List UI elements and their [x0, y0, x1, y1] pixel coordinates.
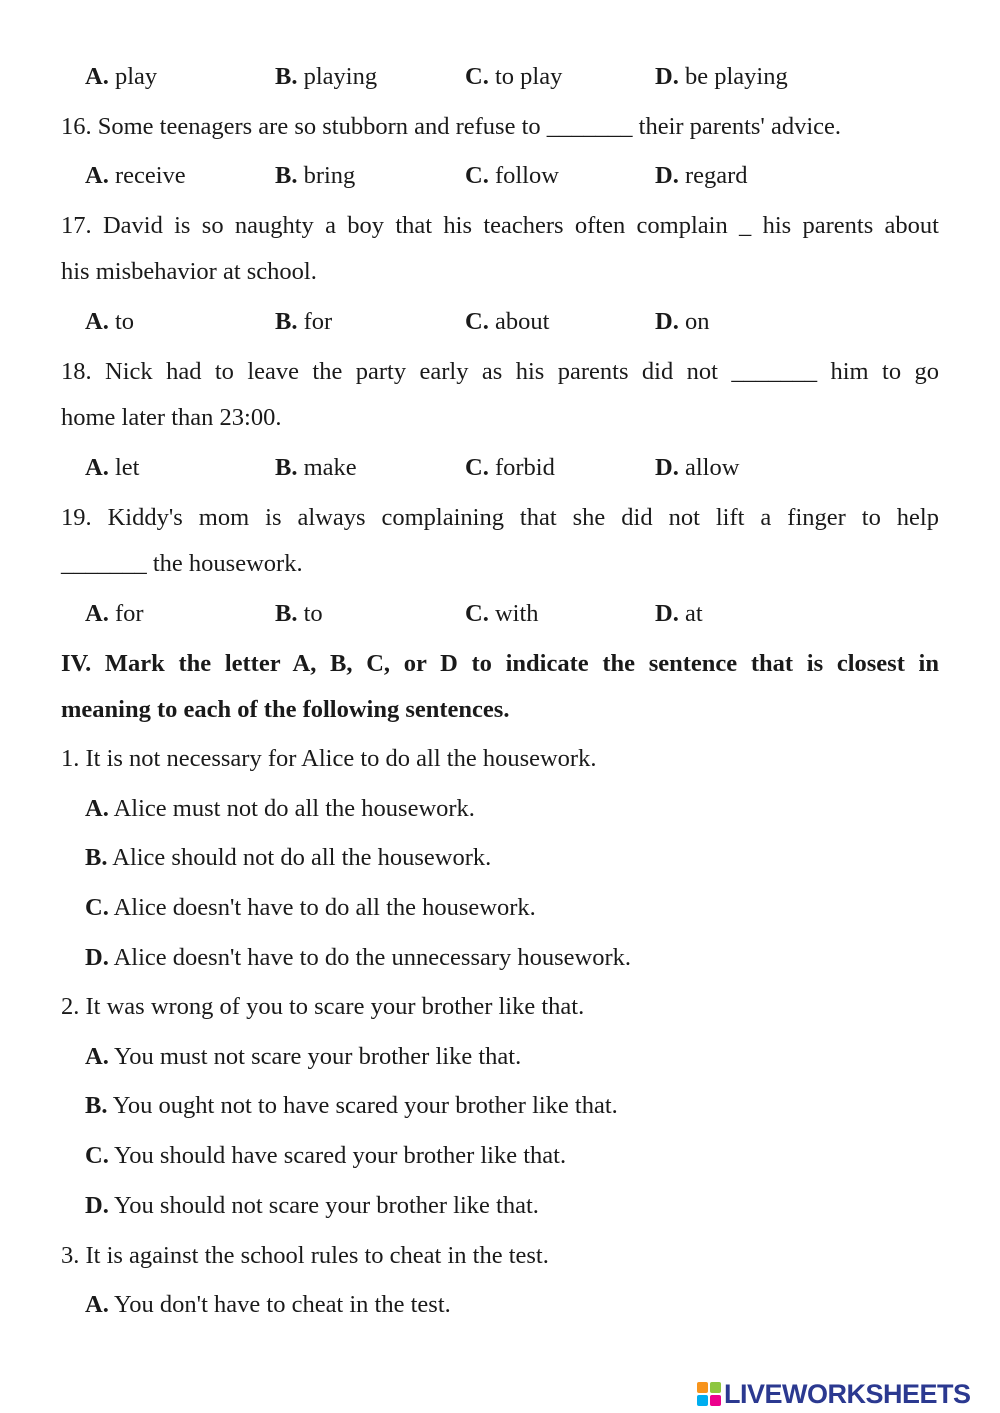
q19-question-line1: 19. Kiddy's mom is always complaining that she did not lift a finger to help — [61, 504, 939, 531]
s2-option-a[interactable]: A. You must not scare your brother like that. — [85, 1043, 522, 1070]
s3-question: 3. It is against the school rules to cheat in the test. — [61, 1242, 549, 1269]
q16-option-a[interactable]: A. receive — [85, 162, 186, 189]
q17-option-a[interactable]: A. to — [85, 308, 135, 335]
q16-option-d[interactable]: D. regard — [655, 162, 748, 189]
section-iv-heading-line2: meaning to each of the following sentences. — [61, 696, 510, 723]
q18-option-b[interactable]: B. make — [275, 454, 357, 481]
section-iv-heading-line1: IV. Mark the letter A, B, C, or D to indicate the sentence that is closest in — [61, 650, 939, 677]
s2-question: 2. It was wrong of you to scare your brother like that. — [61, 993, 585, 1020]
q17-question-line1: 17. David is so naughty a boy that his teachers often complain _ his parents about — [61, 212, 939, 239]
q15-option-b[interactable]: B. playing — [275, 63, 378, 90]
q19-question-line2: _______ the housework. — [61, 550, 303, 577]
mark-square-2 — [710, 1382, 721, 1393]
q18-option-d[interactable]: D. allow — [655, 454, 740, 481]
q17-question-line2: his misbehavior at school. — [61, 258, 317, 285]
q19-option-c[interactable]: C. with — [465, 600, 539, 627]
s1-option-c[interactable]: C. Alice doesn't have to do all the housework. — [85, 894, 536, 921]
q18-option-c[interactable]: C. forbid — [465, 454, 555, 481]
q15-option-c[interactable]: C. to play — [465, 63, 563, 90]
liveworksheets-mark-icon — [697, 1382, 721, 1406]
q16-option-b[interactable]: B. bring — [275, 162, 356, 189]
s3-option-a[interactable]: A. You don't have to cheat in the test. — [85, 1291, 451, 1318]
s2-option-b[interactable]: B. You ought not to have scared your brother like that. — [85, 1092, 618, 1119]
q19-option-a[interactable]: A. for — [85, 600, 144, 627]
q19-option-d[interactable]: D. at — [655, 600, 703, 627]
mark-square-1 — [697, 1382, 708, 1393]
q19-option-b[interactable]: B. to — [275, 600, 323, 627]
q18-question-line2: home later than 23:00. — [61, 404, 282, 431]
s1-question: 1. It is not necessary for Alice to do all the housework. — [61, 745, 597, 772]
q17-option-c[interactable]: C. about — [465, 308, 550, 335]
s2-option-d[interactable]: D. You should not scare your brother like that. — [85, 1192, 539, 1219]
s1-option-d[interactable]: D. Alice doesn't have to do the unnecessary housework. — [85, 944, 632, 971]
s1-option-b[interactable]: B. Alice should not do all the housework. — [85, 844, 492, 871]
liveworksheets-logo-text: LIVEWORKSHEETS — [724, 1378, 971, 1409]
q15-option-d[interactable]: D. be playing — [655, 63, 788, 90]
q17-option-b[interactable]: B. for — [275, 308, 333, 335]
q15-option-a[interactable]: A. play — [85, 63, 158, 90]
q18-question-line1: 18. Nick had to leave the party early as his parents did not _______ him to go — [61, 358, 939, 385]
q16-option-c[interactable]: C. follow — [465, 162, 559, 189]
mark-square-4 — [710, 1395, 721, 1406]
mark-square-3 — [697, 1395, 708, 1406]
q16-question: 16. Some teenagers are so stubborn and refuse to _______ their parents' advice. — [61, 113, 842, 140]
q17-option-d[interactable]: D. on — [655, 308, 710, 335]
s2-option-c[interactable]: C. You should have scared your brother like that. — [85, 1142, 567, 1169]
liveworksheets-logo — [697, 1378, 971, 1410]
s1-option-a[interactable]: A. Alice must not do all the housework. — [85, 795, 475, 822]
q18-option-a[interactable]: A. let — [85, 454, 140, 481]
